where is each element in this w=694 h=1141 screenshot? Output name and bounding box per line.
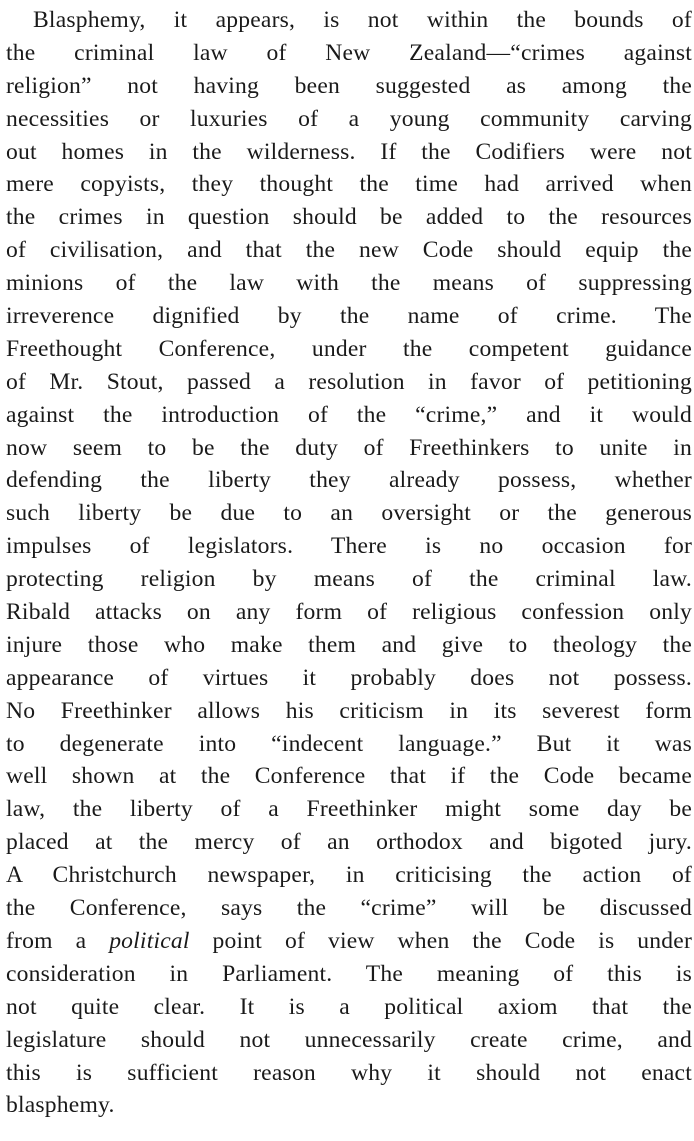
text-line: the Conference, says the “crime” will be discussed — [6, 895, 692, 922]
line-text-after: point of view when the Code is under — [189, 927, 692, 954]
text-line: this is sufficient reason why it should not enact — [6, 1059, 692, 1086]
text-line: impulses of legislators. There is no occasion for — [6, 533, 692, 560]
text-line: A Christchurch newspaper, in criticising the action of — [6, 862, 692, 889]
text-line: protecting religion by means of the criminal law. — [6, 566, 692, 593]
text-line: such liberty be due to an oversight or the generous — [6, 500, 692, 527]
text-line: irreverence dignified by the name of crime. The — [6, 303, 692, 330]
line-text-before: from a — [6, 927, 110, 954]
text-line: of Mr. Stout, passed a resolution in favor of petitioning — [6, 368, 692, 395]
text-line: law, the liberty of a Freethinker might some day be — [6, 796, 692, 823]
text-line: to degenerate into “indecent language.” But it was — [6, 730, 692, 757]
text-line: of civilisation, and that the new Code should equip the — [6, 237, 692, 264]
text-line: necessities or luxuries of a young community carving — [6, 105, 692, 132]
text-line: the crimes in question should be added to the resources — [6, 204, 692, 231]
text-line: Ribald attacks on any form of religious confession only — [6, 599, 692, 626]
text-line: defending the liberty they already possess, whether — [6, 467, 692, 494]
text-line: consideration in Parliament. The meaning of this is — [6, 960, 692, 987]
text-line: minions of the law with the means of suppressing — [6, 270, 692, 297]
text-line: now seem to be the duty of Freethinkers to unite in — [6, 434, 692, 461]
text-line: Blasphemy, it appears, is not within the bounds of — [33, 7, 692, 33]
article-paragraph — [6, 4, 692, 1122]
text-line: placed at the mercy of an orthodox and bigoted jury. — [6, 829, 692, 856]
text-line: mere copyists, they thought the time had arrived when — [6, 171, 692, 198]
italic-word: political — [109, 927, 190, 954]
text-line: No Freethinker allows his criticism in its severest form — [6, 697, 692, 724]
text-line-with-italic — [6, 925, 692, 958]
text-line: injure those who make them and give to theology the — [6, 631, 692, 658]
text-line: appearance of virtues it probably does not possess. — [6, 664, 692, 691]
text-line: legislature should not unnecessarily create crime, and — [6, 1026, 692, 1053]
text-line: not quite clear. It is a political axiom that the — [6, 993, 692, 1020]
text-line: religion” not having been suggested as among the — [6, 72, 692, 99]
text-line: against the introduction of the “crime,” and it would — [6, 401, 692, 428]
text-line: the criminal law of New Zealand—“crimes against — [6, 39, 692, 66]
text-line: out homes in the wilderness. If the Codifiers were not — [6, 138, 692, 165]
text-line: well shown at the Conference that if the Code became — [6, 763, 692, 790]
text-line: Freethought Conference, under the competent guidance — [6, 335, 692, 362]
text-line: blasphemy. — [6, 1092, 115, 1119]
